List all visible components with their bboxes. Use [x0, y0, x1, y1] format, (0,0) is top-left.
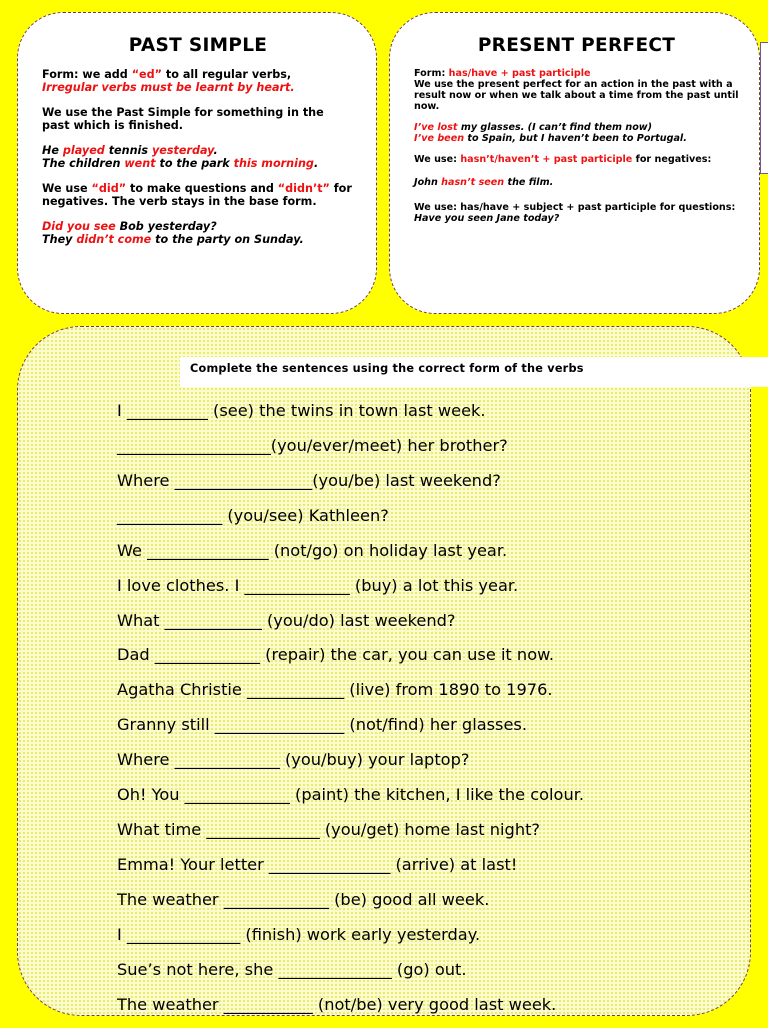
question-verb: Did you see	[42, 220, 116, 233]
exercise-sentence: Where _________________(you/be) last weekend?	[117, 470, 501, 490]
exercise-sentence: Oh! You _____________ (paint) the kitchen, I like the colour.	[117, 785, 585, 805]
present-perfect-negative-example	[414, 177, 739, 188]
present-perfect-panel	[389, 12, 760, 314]
rule-didnt: “didn’t”	[277, 182, 330, 195]
present-perfect-question-rule: We use: has/have + subject + past participle for questions:	[414, 202, 736, 213]
rule-text: We use:	[414, 154, 461, 165]
past-simple-examples	[42, 144, 354, 170]
exercise-sentence: The weather ___________ (not/be) very good last week.	[117, 994, 557, 1014]
exercise-sentence: What time ______________ (you/get) home last night?	[117, 820, 541, 840]
exercise-sentence: Where _____________ (you/buy) your laptop?	[117, 750, 470, 770]
form-ed: “ed”	[131, 68, 163, 81]
exercise-sentence: Emma! Your letter _______________ (arrive) at last!	[117, 854, 518, 874]
exercise-sentence: Sue’s not here, she ______________ (go) out.	[117, 959, 467, 979]
past-simple-negatives	[42, 182, 354, 208]
rule-negative-form: hasn’t/haven’t + past participle	[460, 154, 633, 165]
past-simple-body	[42, 68, 354, 246]
example-time: this morning	[233, 157, 314, 170]
exercise-sentence: I __________ (see) the twins in town last week.	[117, 401, 486, 420]
exercise-sentence-list	[117, 399, 584, 1028]
example-text: The children	[42, 157, 125, 170]
present-perfect-examples	[414, 122, 739, 144]
exercise-sentence: Agatha Christie ____________ (live) from 1890 to 1976.	[117, 680, 553, 700]
example-text: to Spain, but I haven’t been to Portugal.	[464, 133, 687, 144]
present-perfect-form	[414, 68, 739, 79]
present-perfect-negative-rule	[414, 154, 739, 165]
example-text: to the park	[155, 157, 234, 170]
rule-did: “did”	[91, 182, 127, 195]
example-text: tennis	[104, 144, 152, 157]
exercise-instruction: Complete the sentences using the correct form of the verbs	[180, 357, 768, 387]
form-value: has/have + past participle	[448, 68, 591, 79]
form-text: Form: we add	[42, 68, 132, 81]
negative-verb: didn’t come	[76, 233, 152, 246]
example-text: .	[313, 157, 319, 170]
example-text: He	[42, 144, 63, 157]
rule-text: for negatives:	[632, 154, 712, 165]
exercise-sentence: I ______________ (finish) work early yesterday.	[117, 924, 481, 944]
example-verb: went	[124, 157, 156, 170]
past-simple-usage: We use the Past Simple for something in the past which is finished.	[42, 106, 324, 132]
exercise-sentence: I love clothes. I _____________ (buy) a lot this year.	[117, 575, 519, 595]
example-verb: played	[62, 144, 105, 157]
irregular-note: Irregular verbs must be learnt by heart.	[42, 81, 295, 94]
example-verb: I’ve lost	[414, 122, 458, 133]
present-perfect-usage: We use the present perfect for an action in the past with a result now or when we talk about a time from the past until now.	[414, 79, 739, 112]
example-text: John	[414, 177, 442, 188]
example-text: my glasses. (I can’t find them now)	[457, 122, 653, 133]
side-text-box	[760, 42, 768, 174]
past-simple-title: PAST SIMPLE	[128, 35, 268, 56]
exercise-sentence: _____________ (you/see) Kathleen?	[117, 505, 389, 525]
rule-text: for negatives. The verb stays in the base form.	[42, 182, 352, 208]
exercise-sentence: Granny still ________________ (not/find) her glasses.	[117, 715, 528, 735]
exercise-sentence: What ____________ (you/do) last weekend?	[117, 610, 456, 630]
example-text: the film.	[504, 177, 554, 188]
exercise-sentence: The weather _____________ (be) good all week.	[117, 889, 490, 909]
question-text: Bob yesterday?	[115, 220, 217, 233]
form-text-end: to all regular verbs,	[162, 68, 292, 81]
exercise-sentence: Dad _____________ (repair) the car, you can use it now.	[117, 645, 554, 665]
present-perfect-title: PRESENT PERFECT	[477, 35, 676, 56]
exercise-sentence: We _______________ (not/go) on holiday last year.	[117, 540, 508, 560]
rule-text: We use	[42, 182, 92, 195]
rule-text: to make questions and	[126, 182, 278, 195]
present-perfect-question-example: Have you seen Jane today?	[414, 213, 560, 224]
past-simple-panel	[17, 12, 377, 314]
negative-text: to the party on Sunday.	[151, 233, 304, 246]
example-verb: hasn’t seen	[441, 177, 505, 188]
past-simple-form	[42, 68, 354, 94]
form-label: Form:	[414, 68, 449, 79]
example-verb: I’ve been	[414, 133, 465, 144]
example-text: .	[213, 144, 218, 157]
present-perfect-body	[414, 68, 739, 224]
negative-text: They	[42, 233, 77, 246]
example-time: yesterday	[151, 144, 214, 157]
exercise-sentence: ___________________(you/ever/meet) her brother?	[117, 435, 508, 455]
past-simple-question-examples	[42, 220, 354, 246]
